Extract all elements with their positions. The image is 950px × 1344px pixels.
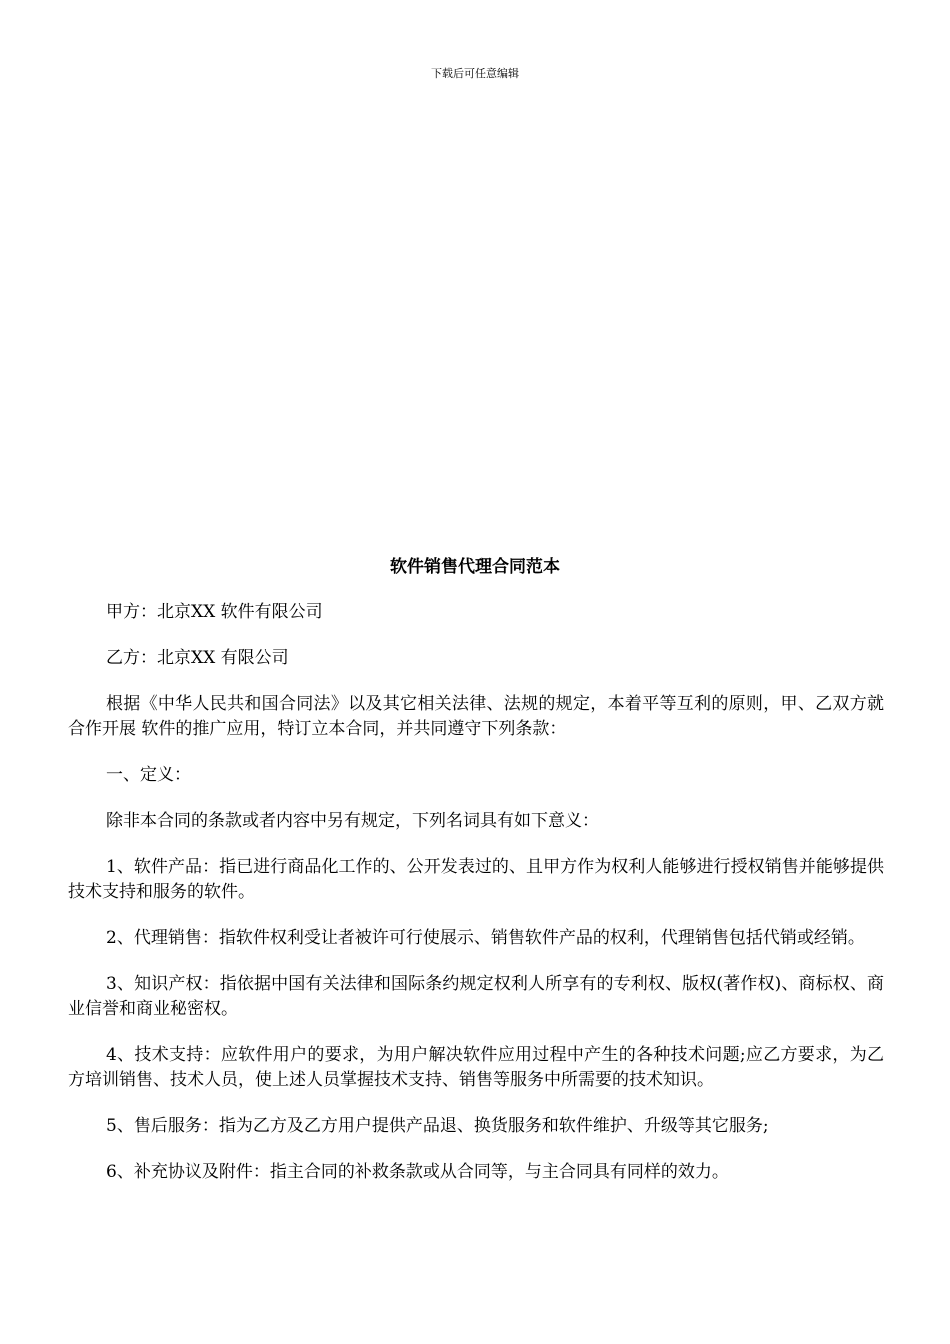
document-title: 软件销售代理合同范本	[390, 557, 560, 577]
definition-item: 4、技术支持：应软件用户的要求，为用户解决软件应用过程中产生的各种技术问题;应乙方要求，为乙方培训销售、技术人员，使上述人员掌握技术支持、销售等服务中所需要的技术知识。	[68, 1045, 884, 1090]
definition-item: 3、知识产权：指依据中国有关法律和国际条约规定权利人所享有的专利权、版权(著作权)、商标权、商业信誉和商业秘密权。	[68, 974, 884, 1019]
definition-item: 5、售后服务：指为乙方及乙方用户提供产品退、换货服务和软件维护、升级等其它服务;	[106, 1116, 769, 1136]
definition-item: 2、代理销售：指软件权利受让者被许可行使展示、销售软件产品的权利，代理销售包括代销或经销。	[106, 928, 865, 948]
preamble-paragraph: 根据《中华人民共和国合同法》以及其它相关法律、法规的规定，本着平等互利的原则，甲、乙双方就合作开展 软件的推广应用，特订立本合同，并共同遵守下列条款：	[68, 694, 884, 739]
party-a-line: 甲方：北京XX 软件有限公司	[106, 602, 323, 622]
document-body	[68, 600, 884, 1206]
section-heading-definitions: 一、定义：	[106, 765, 191, 785]
definitions-intro: 除非本合同的条款或者内容中另有规定，下列名词具有如下意义：	[106, 811, 599, 831]
party-b-line: 乙方：北京XX 有限公司	[106, 648, 289, 668]
header-note: 下载后可任意编辑	[431, 67, 519, 80]
definition-item: 1、软件产品：指已进行商品化工作的、公开发表过的、且甲方作为权利人能够进行授权销售并能够提供技术支持和服务的软件。	[68, 857, 884, 902]
definition-item: 6、补充协议及附件：指主合同的补救条款或从合同等，与主合同具有同样的效力。	[106, 1162, 729, 1182]
